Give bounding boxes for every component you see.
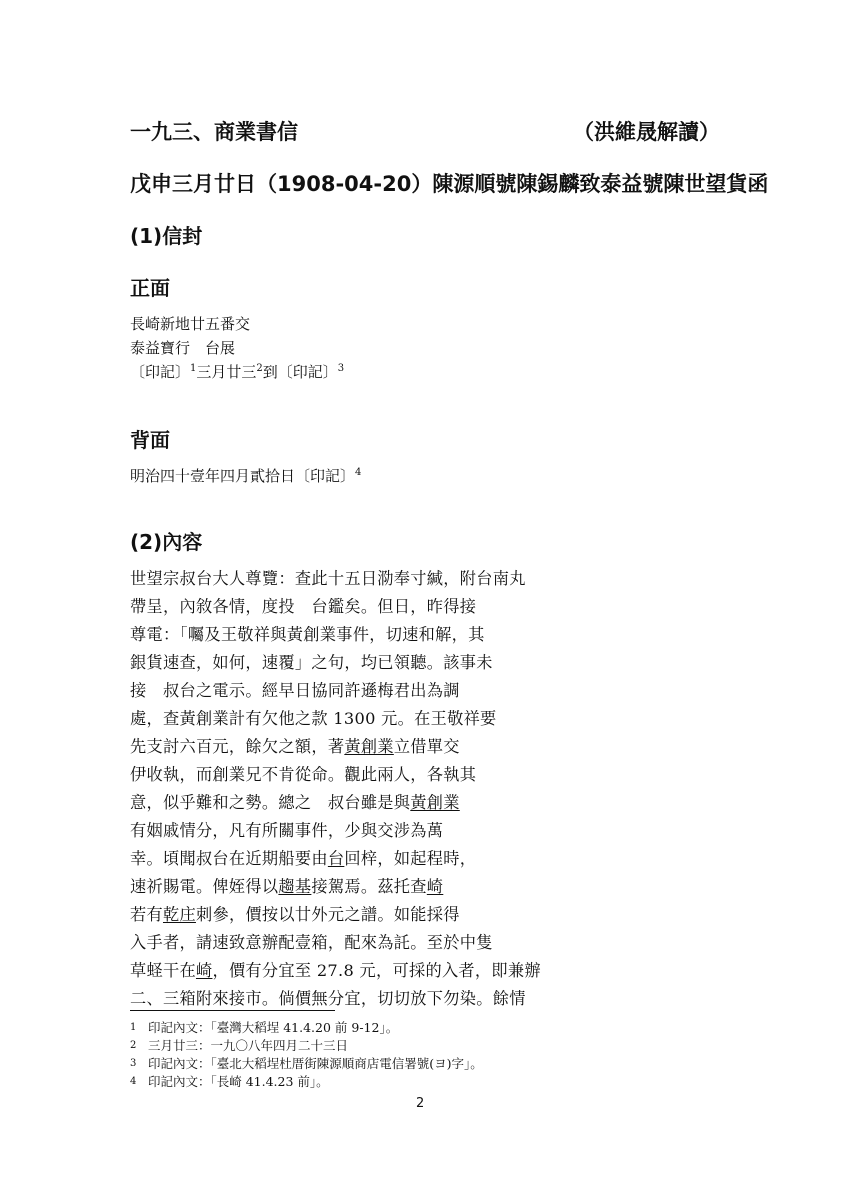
- footnote-3: 3 印記內文：「臺北大稻埕杜厝街陳源順商店電信署號(ヨ)字」。: [130, 1056, 483, 1071]
- body-line-7: 先支討六百元，餘欠之額，著黃創業立借單交: [130, 737, 460, 756]
- underlined-place: 趨基: [278, 877, 312, 896]
- content-heading: (2)內容: [130, 530, 203, 554]
- body-line-12: 速祈賜電。俾姪得以趨基接駕焉。茲托查崎: [130, 877, 444, 896]
- body-line-15: 草蛏干在崎，價有分宜至 27.8 元，可採的入者，即兼辦: [130, 961, 541, 980]
- section-header: [130, 116, 720, 146]
- underlined-place: 乾庄: [162, 905, 196, 924]
- footnote-2: 2 三月廿三：一九〇八年四月二十三日: [130, 1038, 349, 1053]
- front-heading: 正面: [130, 276, 170, 300]
- back-heading: 背面: [130, 428, 170, 452]
- letter-title: 戊申三月廿日（1908-04-20）陳源順號陳錫麟致泰益號陳世望貨函: [130, 172, 769, 196]
- body-line-11: 幸。頃聞叔台在近期船要由台回梓，如起程時，: [130, 849, 477, 868]
- footnote-1: 1 印記內文：「臺灣大稻埕 41.4.20 前 9-12」。: [130, 1020, 399, 1035]
- body-line-14: 入手者，請速致意辦配壹箱，配來為託。至於中隻: [130, 933, 493, 952]
- body-line-4: 銀貨速查，如何，速覆」之句，均已領聽。該事未: [130, 653, 493, 672]
- front-line-1: 長崎新地廿五番交: [130, 315, 251, 333]
- stamp-mark: 〔印記〕: [130, 363, 191, 381]
- back-line-1: [130, 466, 361, 486]
- body-line-1: 世望宗叔台大人尊覽：查此十五日泐奉寸緘，附台南丸: [130, 569, 526, 588]
- footnote-ref[interactable]: 1: [190, 363, 197, 374]
- underlined-place: 崎: [195, 961, 213, 980]
- envelope-heading: (1)信封: [130, 224, 203, 248]
- section-title: 一九三、商業書信: [130, 120, 298, 144]
- body-line-6: 處，查黃創業計有欠他之款 1300 元。在王敬祥要: [130, 709, 497, 728]
- underlined-name: 黃創業: [410, 793, 460, 812]
- body-line-2: 帶呈，內敘各情，度投 台鑑矣。但日，昨得接: [130, 597, 477, 616]
- underlined-place: 崎: [426, 877, 444, 896]
- underlined-name: 黃創業: [344, 737, 394, 756]
- body-line-10: 有姻戚情分，凡有所關事件，少與交涉為萬: [130, 821, 444, 840]
- section-credit: （洪維晟解讀）: [573, 120, 720, 144]
- footnote-ref[interactable]: 2: [256, 363, 263, 374]
- body-line-16: 二、三箱附來接市。倘價無分宜，切切放下勿染。餘情: [130, 989, 526, 1008]
- body-line-5: 接 叔台之電示。經早日協同許遜梅君出為調: [130, 681, 460, 700]
- underlined-place: 台: [327, 849, 345, 868]
- footnote-ref[interactable]: 4: [355, 467, 362, 478]
- body-line-9: 意，似乎難和之勢。總之 叔台雖是與黃創業: [130, 793, 460, 812]
- footnote-4: 4 印記內文：「長崎 41.4.23 前」。: [130, 1074, 329, 1089]
- arrival-stamp: 到〔印記〕: [262, 363, 338, 381]
- arrival-date: 三月廿三: [196, 363, 257, 381]
- front-line-3: [130, 362, 344, 382]
- front-line-2: 泰益寶行 台展: [130, 339, 236, 357]
- page-number: 2: [416, 1096, 425, 1111]
- body-line-13: 若有乾庄刺參，價按以廿外元之譜。如能採得: [130, 905, 460, 924]
- body-line-3: 尊電：「囑及王敬祥與黃創業事件，切速和解，其: [130, 625, 485, 644]
- body-line-8: 伊收執，而創業兄不肯從命。觀此兩人，各執其: [130, 765, 477, 784]
- footnote-ref[interactable]: 3: [337, 363, 345, 374]
- back-date-stamp: 明治四十壹年四月貳拾日〔印記〕: [130, 467, 356, 485]
- footnote-divider: [130, 1010, 335, 1011]
